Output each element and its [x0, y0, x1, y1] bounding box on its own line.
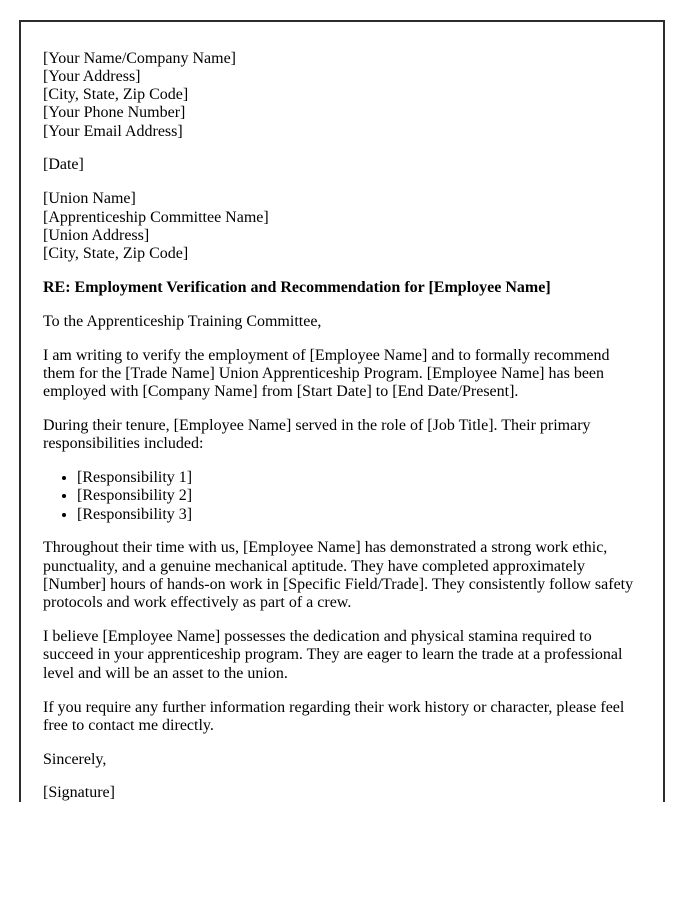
sender-phone-line: [Your Phone Number]: [43, 104, 186, 122]
date-line: [Date]: [43, 156, 84, 174]
paragraph-contact: If you require any further information regarding their work history or character, please feel free to contact me directly.: [43, 698, 625, 734]
sender-email-line: [Your Email Address]: [43, 122, 183, 140]
closing-line: Sincerely,: [43, 750, 107, 768]
union-address-line: [Union Address]: [43, 226, 150, 244]
salutation: To the Apprenticeship Training Committee,: [43, 312, 322, 330]
sender-address-line: [Your Address]: [43, 67, 141, 85]
responsibility-item: • [Responsibility 2]: [77, 487, 641, 505]
recipient-address-block: [43, 190, 641, 263]
paragraph-intro: I am writing to verify the employment of [Employee Name] and to formally recommend them for the [Trade Name] Union Apprenticeship Program. [Employee Name] has been employed with [Company Name] from [Start Date] to [End Date/Present].: [43, 346, 610, 401]
committee-name-line: [Apprenticeship Committee Name]: [43, 208, 269, 226]
paragraph-tenure: During their tenure, [Employee Name] served in the role of [Job Title]. Their primary responsibilities included:: [43, 416, 591, 453]
responsibility-item: • [Responsibility 3]: [77, 506, 641, 524]
responsibility-item: • [Responsibility 1]: [77, 469, 641, 487]
union-name-line: [Union Name]: [43, 190, 136, 208]
responsibilities-list: [43, 469, 641, 524]
union-city-state-zip-line: [City, State, Zip Code]: [43, 245, 189, 263]
sender-address-block: [43, 50, 641, 141]
subject-line: RE: Employment Verification and Recommendation for [Employee Name]: [43, 278, 551, 296]
letter-border-box: [19, 20, 665, 802]
sender-city-state-zip-line: [City, State, Zip Code]: [43, 86, 189, 104]
paragraph-work-ethic: Throughout their time with us, [Employee Name] has demonstrated a strong work ethic, punctuality, and a genuine mechanical aptitude. They have completed approximately [Number] hours of hands-on work in [Specific Field/Trade]. They consistently follow safety protocols and work effectively as part of a crew.: [43, 539, 634, 612]
signature-placeholder: [Signature]: [43, 784, 115, 802]
paragraph-endorsement: I believe [Employee Name] possesses the dedication and physical stamina required to succeed in your apprenticeship program. They are eager to learn the trade at a professional level and will be an asset to the union.: [43, 628, 623, 682]
sender-name-line: [Your Name/Company Name]: [43, 49, 237, 67]
